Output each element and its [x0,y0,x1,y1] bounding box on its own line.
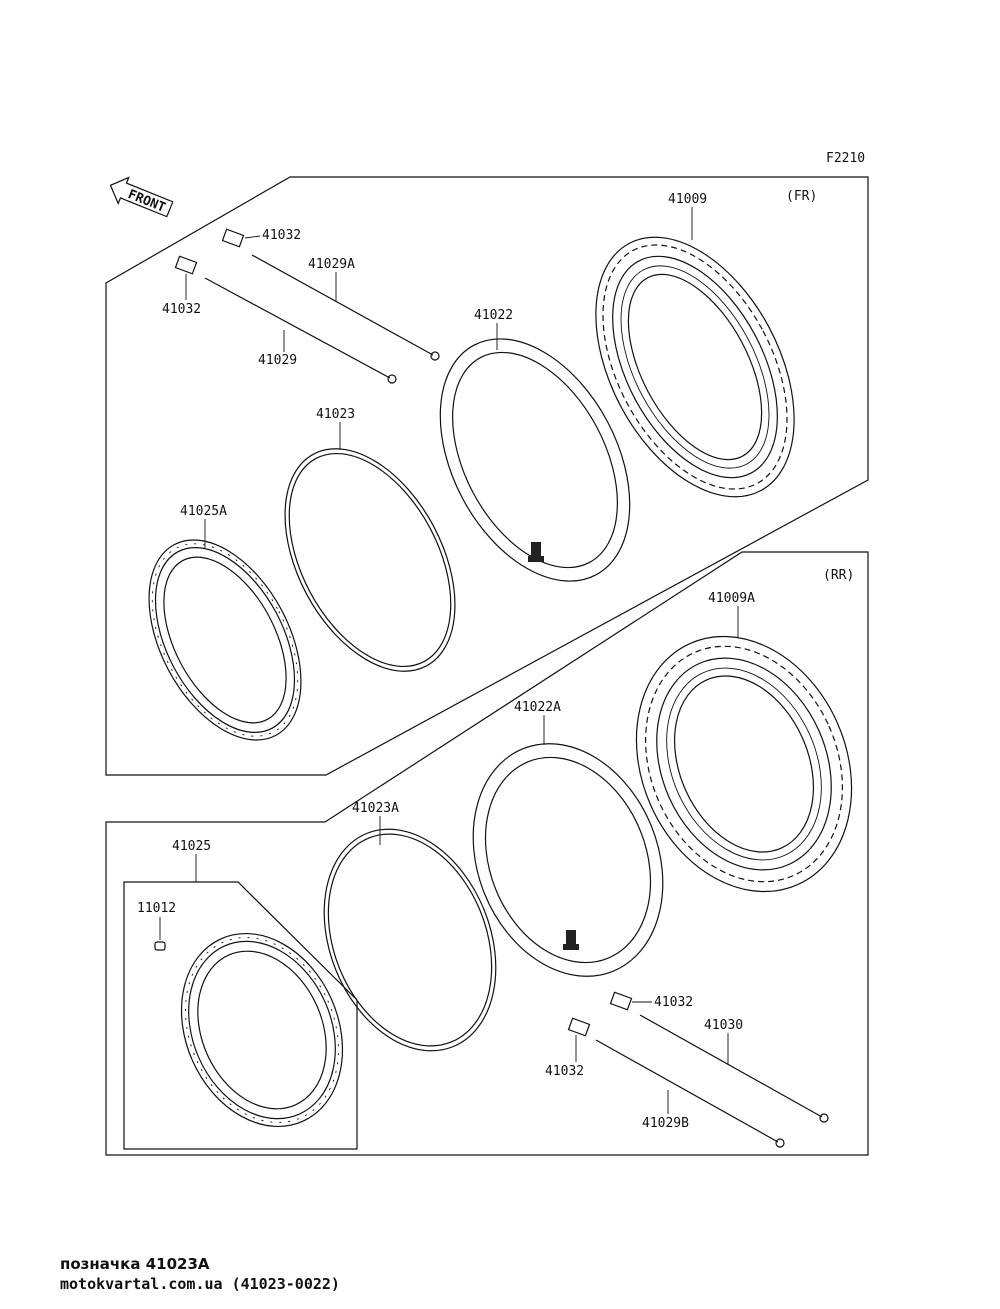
spoke-41029 [205,278,396,383]
label-41023a: 41023A [352,801,399,816]
label-41009: 41009 [668,192,708,207]
rear-rim [152,908,372,1153]
label-41032: 41032 [262,228,302,243]
balancer-weight-icon [155,942,165,950]
front-valve-icon [528,542,544,562]
front-rim-band [250,420,490,700]
nipple-icon [222,229,243,246]
rear-rim-band [293,803,528,1076]
nipple-icon [175,256,196,273]
nipple-icon [610,992,631,1009]
label-11012: 11012 [137,901,177,916]
label-41023: 41023 [316,407,356,422]
label-41025a: 41025A [180,504,227,519]
front-rim [118,515,332,766]
front-section-label: (FR) [786,189,818,204]
spoke-41029b [596,1040,784,1147]
caption-source: motokvartal.com.ua (41023-0022) [60,1275,340,1293]
front-arrow-label: FRONT [125,187,168,216]
label-41032: 41032 [162,302,202,317]
label-41022: 41022 [474,308,514,323]
front-section [106,177,868,775]
label-41009a: 41009A [708,591,755,606]
label-41032: 41032 [654,995,694,1010]
label-41030: 41030 [704,1018,744,1033]
figure-code: F2210 [826,151,866,166]
front-tire [555,204,835,530]
rear-valve-icon [563,930,579,950]
label-41032: 41032 [545,1064,585,1079]
rear-section [106,552,891,1155]
rear-rim-subbox [124,882,357,1149]
label-41022a: 41022A [514,700,561,715]
label-41029: 41029 [258,353,298,368]
nipple-icon [568,1018,589,1035]
rear-tire [597,602,891,926]
front-tube [402,307,669,614]
label-41029a: 41029A [308,257,355,272]
rear-section-label: (RR) [823,568,855,583]
caption-part-note: позначка 41023A [60,1255,210,1273]
label-41025: 41025 [172,839,212,854]
front-arrow-icon [105,172,175,222]
label-41029b: 41029B [642,1116,689,1131]
front-section-border [106,177,868,775]
